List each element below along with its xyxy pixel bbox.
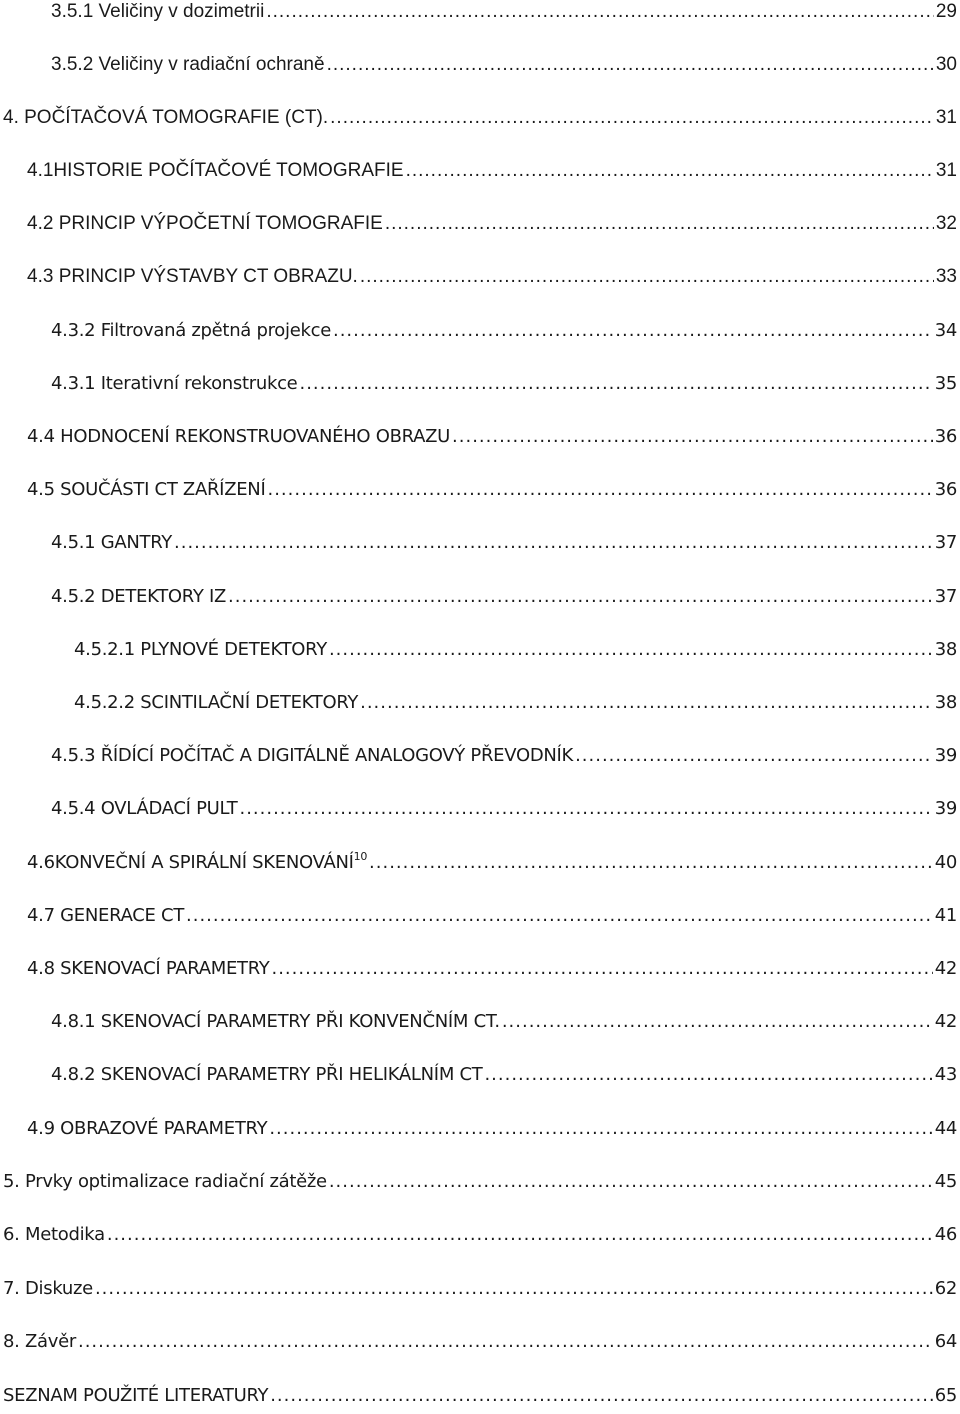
toc-entry[interactable] bbox=[51, 531, 957, 555]
toc-dot-leader bbox=[269, 1117, 932, 1141]
toc-entry[interactable] bbox=[51, 797, 957, 821]
toc-dot-leader bbox=[329, 1170, 933, 1194]
toc-dot-leader bbox=[502, 1010, 933, 1034]
toc-dot-leader bbox=[333, 319, 933, 343]
toc-page-number: 36 bbox=[934, 479, 957, 500]
toc-dot-leader bbox=[270, 1384, 932, 1408]
toc-entry-label: 6. Metodika bbox=[3, 1224, 105, 1245]
toc-dot-leader bbox=[174, 531, 933, 555]
toc-dot-leader bbox=[266, 0, 934, 24]
toc-dot-leader bbox=[78, 1330, 933, 1354]
toc-entry-label: 4.5.2 DETEKTORY IZ bbox=[51, 586, 227, 607]
toc-page-number: 45 bbox=[934, 1171, 957, 1192]
toc-entry[interactable] bbox=[51, 53, 957, 77]
toc-entry-label: 4.5 SOUČÁSTI CT ZAŘÍZENÍ bbox=[27, 479, 266, 500]
toc-page-number: 65 bbox=[934, 1385, 957, 1406]
toc-page-number: 42 bbox=[934, 1011, 957, 1032]
toc-page-number: 37 bbox=[934, 532, 957, 553]
toc-entry-label: 4.5.2.2 SCINTILAČNÍ DETEKTORY bbox=[74, 692, 359, 713]
toc-dot-leader bbox=[271, 957, 932, 981]
toc-entry[interactable] bbox=[51, 1063, 957, 1087]
toc-page-number: 40 bbox=[934, 852, 957, 873]
toc-entry-label: 3.5.1 Veličiny v dozimetrii bbox=[51, 1, 265, 22]
toc-dot-leader bbox=[186, 904, 933, 928]
toc-dot-leader bbox=[360, 265, 934, 289]
toc-dot-leader bbox=[327, 53, 934, 77]
toc-entry[interactable] bbox=[51, 319, 957, 343]
toc-entry[interactable] bbox=[27, 159, 957, 183]
toc-entry-label: 4.8 SKENOVACÍ PARAMETRY bbox=[27, 958, 270, 979]
toc-entry-label: 4.8.1 SKENOVACÍ PARAMETRY PŘI KONVENČNÍM CT. bbox=[51, 1011, 500, 1032]
toc-entry[interactable] bbox=[51, 744, 957, 768]
toc-dot-leader bbox=[239, 797, 932, 821]
toc-entry-label: 4.1HISTORIE POČÍTAČOVÉ TOMOGRAFIE bbox=[27, 160, 404, 181]
toc-entry-label: 4.5.3 ŘÍDÍCÍ POČÍTAČ A DIGITÁLNĚ ANALOGOVÝ PŘEVODNÍK bbox=[51, 745, 574, 766]
toc-entry-label: 4.3 PRINCIP VÝSTAVBY CT OBRAZU. bbox=[27, 266, 358, 287]
toc-entry-label: 4.5.2.1 PLYNOVÉ DETEKTORY bbox=[74, 639, 327, 660]
toc-dot-leader bbox=[385, 212, 934, 236]
toc-dot-leader bbox=[299, 372, 932, 396]
toc-page-number: 43 bbox=[934, 1064, 957, 1085]
toc-dot-leader bbox=[330, 106, 934, 130]
toc-page-number: 46 bbox=[934, 1224, 957, 1245]
toc-entry-label: 4.7 GENERACE CT bbox=[27, 905, 185, 926]
toc-dot-leader bbox=[267, 478, 932, 502]
toc-entry-label: 3.5.2 Veličiny v radiační ochraně bbox=[51, 54, 325, 75]
footnote-reference: 10 bbox=[353, 850, 368, 863]
toc-page-number: 29 bbox=[935, 1, 957, 22]
toc-dot-leader bbox=[95, 1277, 933, 1301]
toc-entry[interactable] bbox=[3, 1277, 957, 1301]
toc-entry[interactable] bbox=[51, 372, 957, 396]
toc-entry-label: 4.5.1 GANTRY bbox=[51, 532, 172, 553]
toc-page-number: 32 bbox=[935, 213, 957, 234]
toc-page-number: 34 bbox=[934, 320, 957, 341]
toc-page-number: 38 bbox=[934, 692, 957, 713]
toc-page-number: 31 bbox=[935, 160, 957, 181]
toc-entry-label: 4.3.2 Filtrovaná zpětná projekce bbox=[51, 320, 331, 341]
toc-entry[interactable] bbox=[27, 1117, 957, 1141]
toc-dot-leader bbox=[406, 159, 934, 183]
toc-entry-label: 4. POČÍTAČOVÁ TOMOGRAFIE (CT). bbox=[3, 107, 329, 128]
toc-dot-leader bbox=[107, 1223, 933, 1247]
toc-entry[interactable] bbox=[27, 851, 957, 875]
toc-entry-label: 7. Diskuze bbox=[3, 1278, 93, 1299]
toc-entry[interactable] bbox=[51, 0, 957, 24]
toc-page-number: 39 bbox=[934, 798, 957, 819]
toc-entry-label-text: 4.6KONVEČNÍ A SPIRÁLNÍ SKENOVÁNÍ bbox=[27, 852, 354, 873]
toc-entry-label: 4.2 PRINCIP VÝPOČETNÍ TOMOGRAFIE bbox=[27, 213, 383, 234]
toc-entry-label: 8. Závěr bbox=[3, 1331, 76, 1352]
toc-entry[interactable] bbox=[3, 106, 957, 130]
toc-entry[interactable] bbox=[27, 478, 957, 502]
toc-entry[interactable] bbox=[51, 1010, 957, 1034]
toc-dot-leader bbox=[369, 851, 933, 875]
toc-dot-leader bbox=[484, 1063, 932, 1087]
toc-dot-leader bbox=[575, 744, 933, 768]
toc-page-number: 64 bbox=[934, 1331, 957, 1352]
toc-entry[interactable] bbox=[51, 585, 957, 609]
toc-entry-label: 4.3.1 Iterativní rekonstrukce bbox=[51, 373, 298, 394]
toc-entry[interactable] bbox=[27, 957, 957, 981]
toc-entry-label: 5. Prvky optimalizace radiační zátěže bbox=[3, 1171, 327, 1192]
toc-dot-leader bbox=[228, 585, 933, 609]
toc-page-number: 38 bbox=[934, 639, 957, 660]
toc-entry-label: SEZNAM POUŽITÉ LITERATURY bbox=[3, 1385, 269, 1406]
toc-page-number: 41 bbox=[934, 905, 957, 926]
toc-page-number: 31 bbox=[935, 107, 957, 128]
toc-page-number: 42 bbox=[934, 958, 957, 979]
toc-entry[interactable] bbox=[3, 1223, 957, 1247]
toc-entry[interactable] bbox=[27, 265, 957, 289]
toc-page-number: 44 bbox=[934, 1118, 957, 1139]
toc-entry-label bbox=[27, 851, 367, 875]
toc-entry-label: 4.9 OBRAZOVÉ PARAMETRY bbox=[27, 1118, 268, 1139]
toc-entry[interactable] bbox=[3, 1170, 957, 1194]
toc-entry[interactable] bbox=[3, 1384, 957, 1408]
toc-entry[interactable] bbox=[27, 425, 957, 449]
toc-page-number: 39 bbox=[934, 745, 957, 766]
toc-page-number: 35 bbox=[934, 373, 957, 394]
toc-page-number: 37 bbox=[934, 586, 957, 607]
toc-page-number: 36 bbox=[934, 426, 957, 447]
toc-entry-label: 4.8.2 SKENOVACÍ PARAMETRY PŘI HELIKÁLNÍM CT bbox=[51, 1064, 483, 1085]
toc-entry-label: 4.4 HODNOCENÍ REKONSTRUOVANÉHO OBRAZU bbox=[27, 426, 451, 447]
toc-entry[interactable] bbox=[74, 638, 957, 662]
toc-dot-leader bbox=[360, 691, 933, 715]
toc-page-number: 30 bbox=[935, 54, 957, 75]
toc-entry-label: 4.5.4 OVLÁDACÍ PULT bbox=[51, 798, 238, 819]
toc-dot-leader bbox=[329, 638, 933, 662]
toc-page-number: 62 bbox=[934, 1278, 957, 1299]
toc-page-number: 33 bbox=[935, 266, 957, 287]
toc-dot-leader bbox=[452, 425, 933, 449]
toc-entry[interactable] bbox=[27, 904, 957, 928]
toc-entry[interactable] bbox=[74, 691, 957, 715]
toc-entry[interactable] bbox=[3, 1330, 957, 1354]
toc-entry[interactable] bbox=[27, 212, 957, 236]
